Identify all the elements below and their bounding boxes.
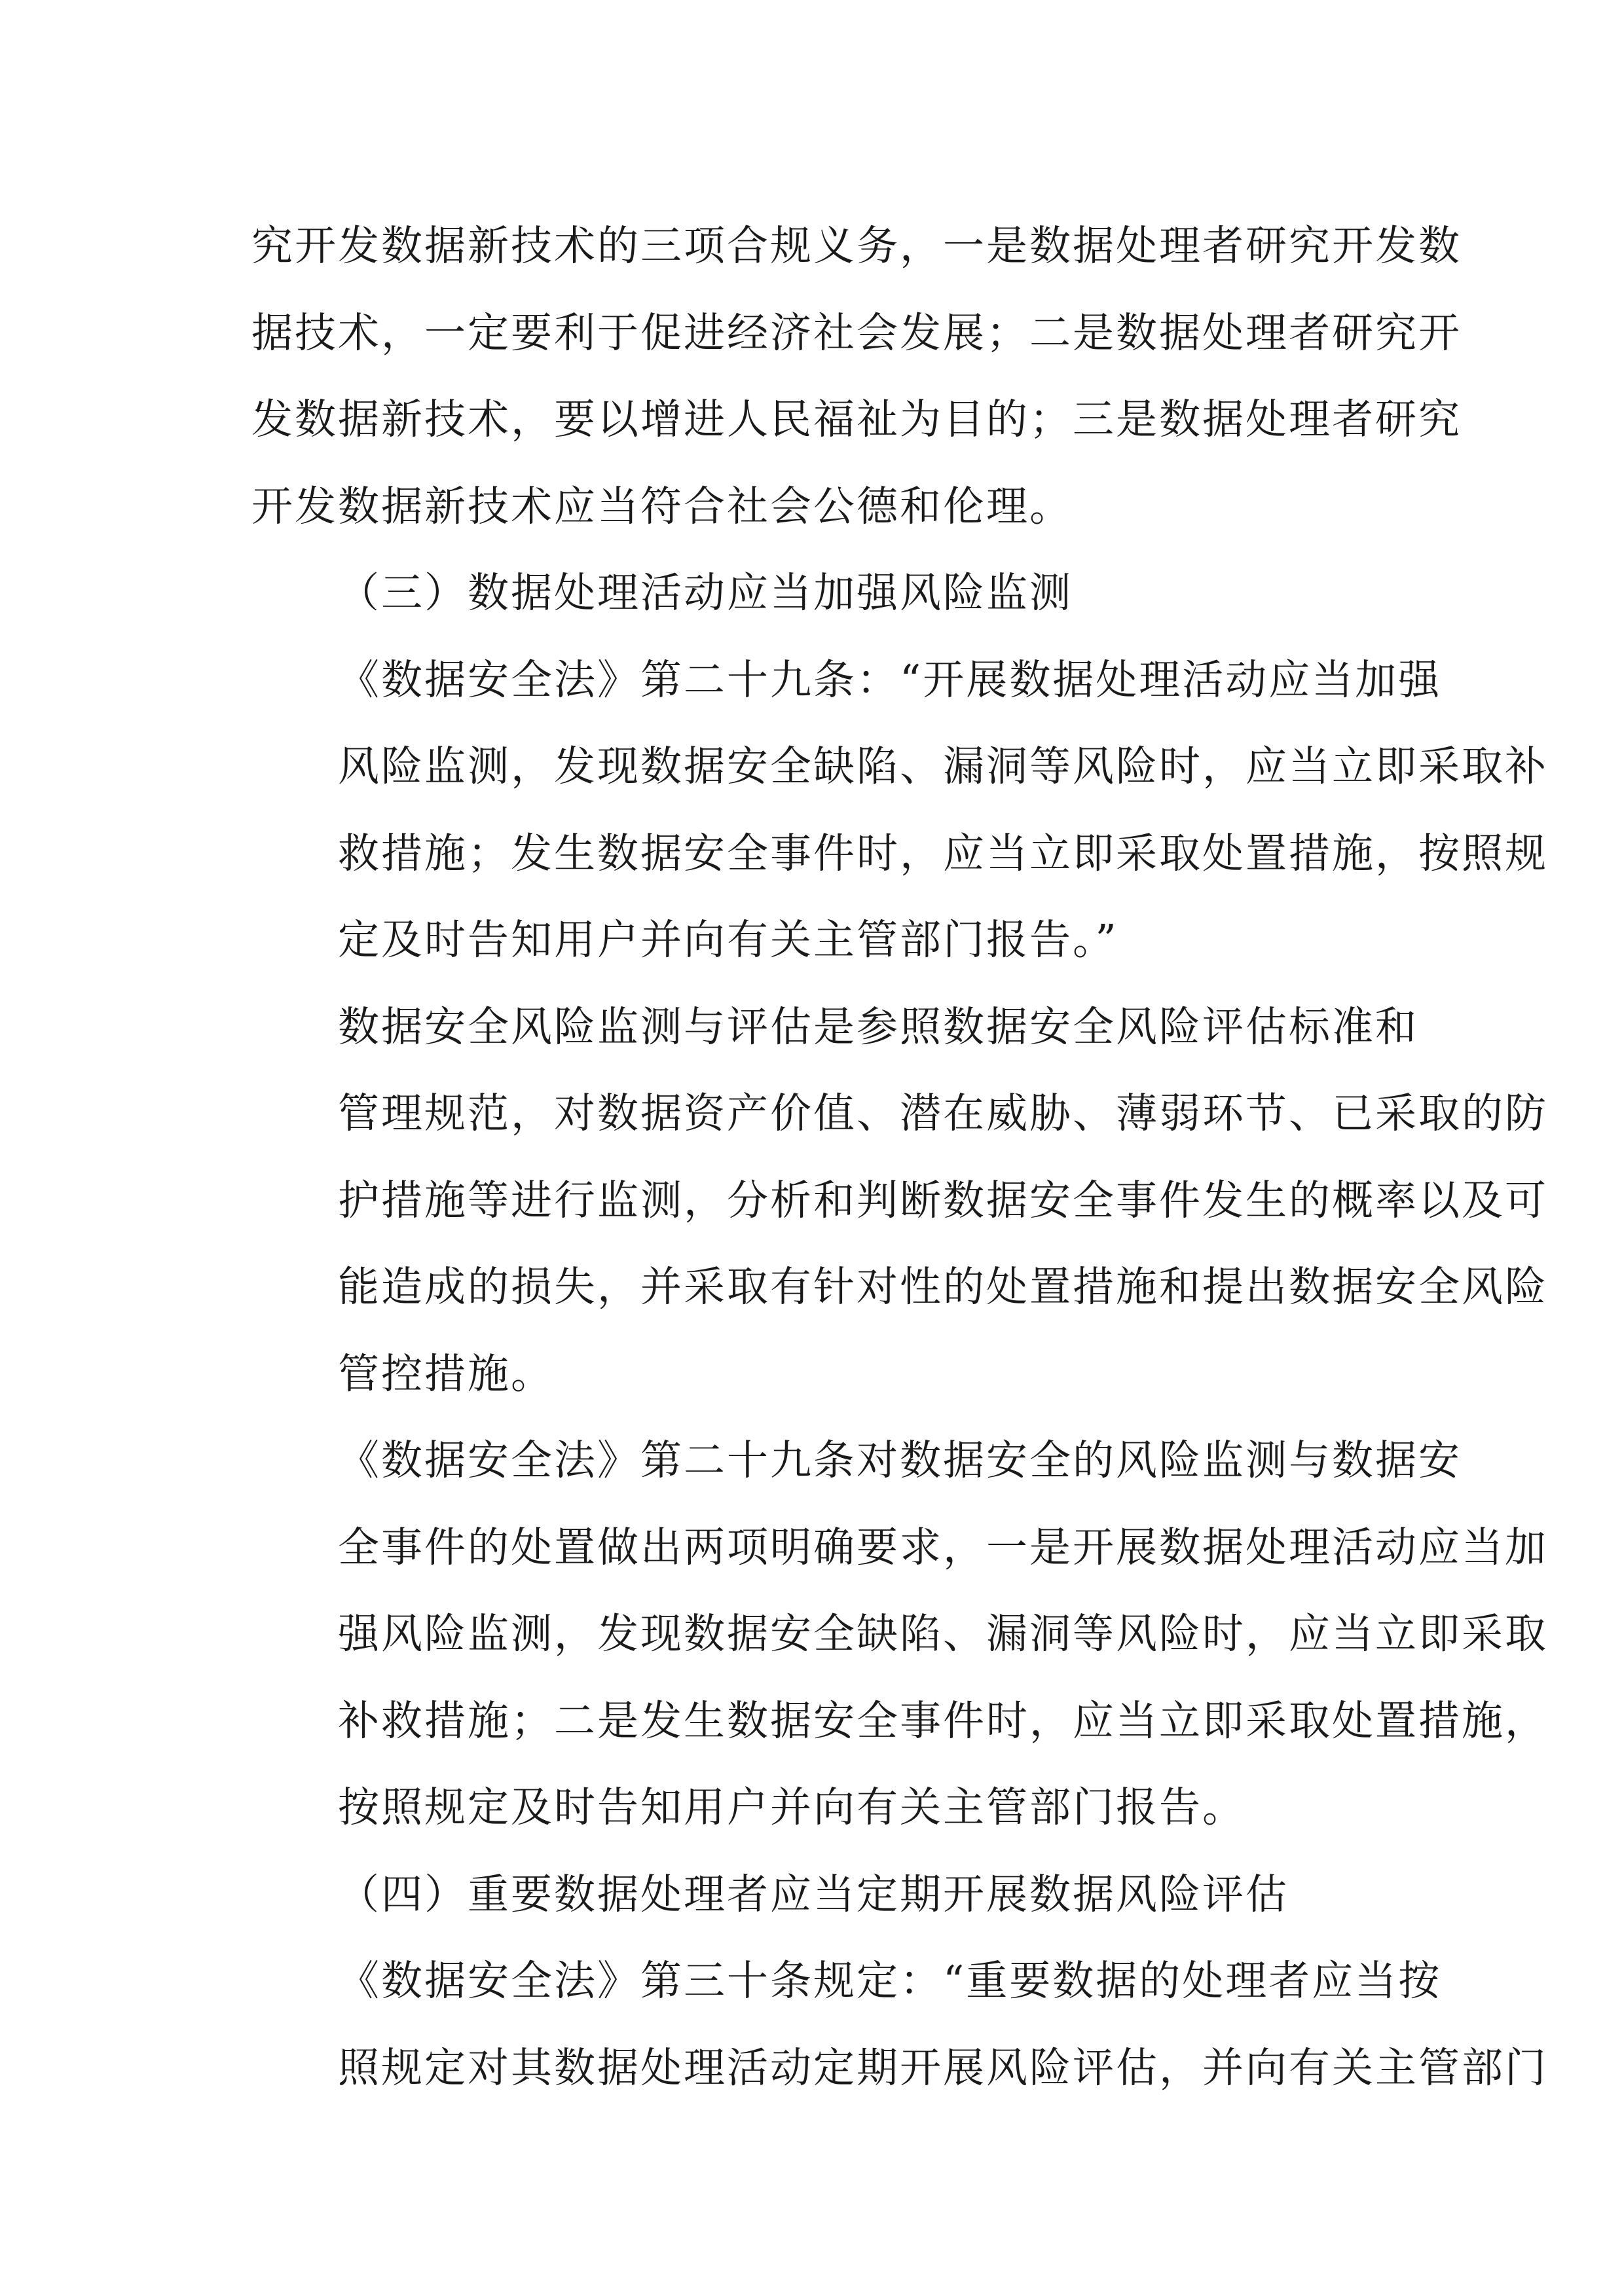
heading-text: （四）重要数据处理者应当定期开展数据风险评估 <box>338 1870 1289 1918</box>
text-line: 护措施等进行监测，分析和判断数据安全事件发生的概率以及可 <box>338 1176 1548 1224</box>
paragraph-article-29-requirements <box>251 1417 1548 1851</box>
text-line: 救措施；发生数据安全事件时，应当立即采取处置措施，按照规 <box>338 829 1548 877</box>
text-line: 开发数据新技术应当符合社会公德和伦理。 <box>251 482 1073 530</box>
text-line: 补救措施；二是发生数据安全事件时，应当立即采取处置措施， <box>338 1696 1548 1745</box>
text-line: 据技术，一定要利于促进经济社会发展；二是数据处理者研究开 <box>251 308 1462 357</box>
text-line: 《数据安全法》第二十九条：“开展数据处理活动应当加强 <box>338 655 1442 704</box>
text-line: 全事件的处置做出两项明确要求，一是开展数据处理活动应当加 <box>338 1523 1548 1571</box>
section-heading-4 <box>251 1851 1392 1939</box>
text-line: 照规定对其数据处理活动定期开展风险评估，并向有关主管部门 <box>338 2043 1548 2092</box>
text-line: 管理规范，对数据资产价值、潜在威胁、薄弱环节、已采取的防 <box>338 1089 1548 1137</box>
paragraph-article-30-quote <box>251 1938 1548 2111</box>
paragraph-continuation <box>251 203 1462 550</box>
text-line: 数据安全风险监测与评估是参照数据安全风险评估标准和 <box>338 1002 1418 1051</box>
text-line: 发数据新技术，要以增进人民福祉为目的；三是数据处理者研究 <box>251 395 1462 443</box>
text-line: 按照规定及时告知用户并向有关主管部门报告。 <box>338 1783 1246 1831</box>
heading-text: （三）数据处理活动应当加强风险监测 <box>338 569 1073 617</box>
text-line: 定及时告知用户并向有关主管部门报告。” <box>338 916 1118 964</box>
text-line: 风险监测，发现数据安全缺陷、漏洞等风险时，应当立即采取补 <box>338 742 1548 790</box>
document-body <box>251 203 1548 2111</box>
text-line: 管控措施。 <box>338 1349 554 1398</box>
text-line: 《数据安全法》第三十条规定：“重要数据的处理者应当按 <box>338 1957 1442 2005</box>
text-line: 强风险监测，发现数据安全缺陷、漏洞等风险时，应当立即采取 <box>338 1610 1548 1658</box>
paragraph-risk-monitoring <box>251 984 1548 1418</box>
text-line: 《数据安全法》第二十九条对数据安全的风险监测与数据安 <box>338 1436 1462 1484</box>
text-line: 究开发数据新技术的三项合规义务，一是数据处理者研究开发数 <box>251 222 1462 270</box>
text-line: 能造成的损失，并采取有针对性的处置措施和提出数据安全风险 <box>338 1263 1548 1311</box>
paragraph-article-29-quote <box>251 637 1548 984</box>
section-heading-3 <box>251 550 1392 637</box>
